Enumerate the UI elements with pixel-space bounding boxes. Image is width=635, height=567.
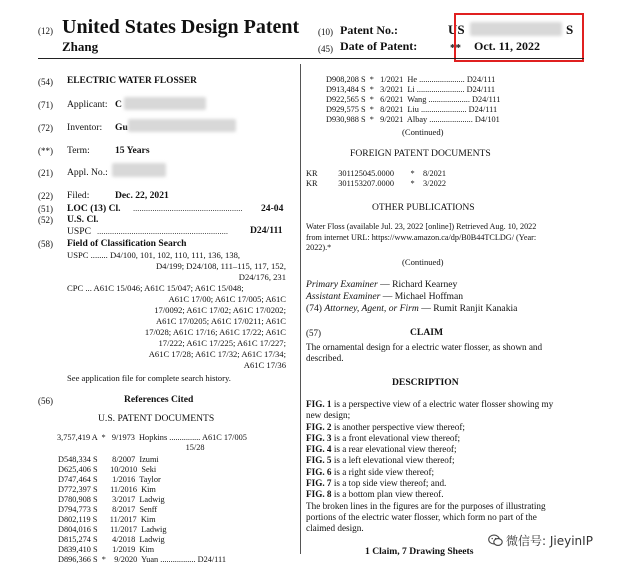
field-search-note: See application file for complete search history. [67,373,231,383]
fig-text: is a rear elevational view thereof; [331,444,457,455]
description-title: DESCRIPTION [392,377,459,388]
field-search-title: Field of Classification Search [67,238,187,249]
us-doc-row: 3,757,419 A * 9/1973 Hopkins ............... A61C 17/005 [57,433,247,442]
fig-line [306,455,556,466]
foreign-doc-row: KR 301153207.0000 * 3/2022 [306,179,447,188]
code-71: (71) [38,100,53,110]
term-label: Term: [67,145,90,156]
primary-examiner-value: — Richard Kearney [380,279,458,290]
patent-number-suffix: S [566,22,574,37]
patent-type-title: United States Design Patent [62,16,300,38]
field-line: A61C 17/00; A61C 17/005; A61C [168,294,286,304]
header-code-45: (45) [318,44,333,54]
date-of-patent-label: Date of Patent: [340,39,418,53]
fig-label: FIG. 1 [306,399,332,409]
code-74: (74) [306,303,322,314]
attorney-label: Attorney, Agent, or Firm [324,303,419,314]
header-code-10: (10) [318,27,333,37]
field-line: 17/028; A61C 17/16; A61C 17/22; A61C [144,327,286,337]
fig-text: is a front elevational view thereof; [331,432,461,443]
filed-value: Dec. 22, 2021 [115,190,169,201]
us-cl-label: U.S. Cl. [67,214,99,225]
fig-label: FIG. 5 [306,455,332,466]
fig-text: is another perspective view thereof; [331,421,465,432]
us-doc-row: D815,274 S 4/2018 Ladwig [58,535,165,544]
field-line: 17/0092; A61C 17/02; A61C 17/0202; [154,305,286,315]
us-doc-row: D780,908 S 3/2017 Ladwig [58,495,165,504]
us-doc-row: D802,119 S 11/2017 Kim [58,515,156,524]
appl-no-label: Appl. No.: [67,167,108,178]
code-term: (**) [38,146,53,156]
assistant-examiner-value: — Michael Hoffman [382,291,464,302]
code-56: (56) [38,396,53,406]
date-star: ** [450,42,461,54]
foreign-docs-title: FOREIGN PATENT DOCUMENTS [350,148,491,159]
watermark-text: 微信号: JieyinIP [506,534,593,548]
attorney [306,303,517,314]
fig-line [306,444,556,455]
us-doc-row: D804,016 S 11/2017 Ladwig [58,525,167,534]
fig-text: is a left elevational view thereof; [331,455,455,466]
uspc-value: D24/111 [250,225,283,236]
uspc-leader: ............................................................. [97,226,229,236]
fig-label: FIG. 8 [306,489,332,500]
us-patent-docs-title: U.S. PATENT DOCUMENTS [98,413,215,424]
claims-drawings-footer: 1 Claim, 7 Drawing Sheets [365,546,474,557]
fig-label: FIG. 7 [306,478,332,489]
inventor-value: Gu [115,122,128,133]
field-line: D24/176, 231 [238,272,286,282]
fig-line [306,478,556,489]
fig-line [306,399,556,422]
other-continued: (Continued) [402,257,444,267]
description-body [306,399,556,535]
term-value: 15 Years [115,145,150,156]
fig-label: FIG. 6 [306,466,332,477]
fig-text: is a perspective view of a electric water flosser showing my new design; [306,399,554,421]
other-pubs-title: OTHER PUBLICATIONS [372,202,475,213]
primary-examiner [306,279,457,290]
fig-line [306,433,556,444]
us-doc-row: D839,410 S 1/2019 Kim [58,545,155,554]
references-cited-title: References Cited [124,394,194,405]
code-72: (72) [38,123,53,133]
applicant-value: C [115,99,122,110]
ref-row: D908,208 S * 1/2021 He ...................... D24/111 [326,75,496,84]
ref-row: D922,565 S * 6/2021 Wang .................... D24/111 [326,95,501,104]
us-doc-row: D896,366 S * 9/2020 Yuan ................. D24/111 [58,555,227,564]
claim-text: The ornamental design for a electric water flosser, as shown and described. [306,342,543,364]
field-line: A61C 17/28; A61C 17/32; A61C 17/34; [148,349,286,359]
ref-row: D929,575 S * 8/2021 Liu ...................... D24/111 [326,105,498,114]
code-22: (22) [38,191,53,201]
loc-leader: ................................................... [133,203,243,213]
wechat-watermark [488,532,593,550]
ref-row: D913,484 S * 3/2021 Li ....................... D24/111 [326,85,496,94]
code-21: (21) [38,168,53,178]
column-divider [300,64,301,554]
uspc-label: USPC [67,226,91,237]
us-doc-row: D625,406 S 10/2010 Seki [58,465,157,474]
attorney-value: — Rumit Ranjit Kanakia [421,303,518,314]
assistant-examiner-label: Assistant Examiner [306,291,381,302]
claim-title: CLAIM [410,327,444,338]
header-rule [38,58,584,59]
broken-lines-text: The broken lines in the figures are for the purposes of illustrating portions of the electric water flosser, which form no part of the claimed design. [306,500,546,534]
loc-label: LOC (13) Cl. [67,203,121,214]
field-line: CPC ... A61C 15/046; A61C 15/047; A61C 15/048; [67,283,244,293]
us-doc-row: D772,397 S 11/2016 Kim [58,485,156,494]
patent-number-prefix: US [448,22,465,37]
code-54: (54) [38,77,53,87]
fig-label: FIG. 4 [306,444,332,455]
fig-text: is a top side view thereof; and. [331,478,447,489]
field-line: A61C 17/0205; A61C 17/0211; A61C [155,316,286,326]
ref-row: D930,988 S * 9/2021 Albay ..................... D4/101 [326,115,500,124]
appl-no-redaction [112,163,166,177]
other-pubs-text: Water Floss (available Jul. 23, 2022 [online]) Retrieved Aug. 10, 2022 from internet URL: https://www.amazon.ca/dp/B0B44TCLDG/ (Year: 2022).* [306,222,537,253]
fig-line [306,422,556,433]
fig-line [306,489,556,500]
refs-continued: (Continued) [402,127,444,137]
field-line: USPC ........ D4/100, 101, 102, 110, 111, 136, 138, [67,250,241,260]
fig-label: FIG. 2 [306,421,332,432]
header-code-12: (12) [38,26,53,36]
inventor-redaction [128,119,236,132]
loc-value: 24-04 [261,203,284,214]
us-doc-row: D747,464 S 1/2016 Taylor [58,475,161,484]
field-line: 17/222; A61C 17/225; A61C 17/227; [158,338,286,348]
fig-line [306,467,556,478]
applicant-redaction [124,97,206,110]
us-doc-row: D548,334 S 8/2007 Izumi [58,455,159,464]
primary-examiner-label: Primary Examiner [306,279,378,290]
inventor-surname: Zhang [62,39,99,54]
fig-text: is a right side view thereof; [331,466,435,477]
highlight-box [454,13,584,62]
foreign-doc-row: KR 301125045.0000 * 8/2021 [306,169,447,178]
applicant-label: Applicant: [67,99,108,110]
fig-text: is a bottom plan view thereof. [331,489,444,500]
us-doc-row: D794,773 S 8/2017 Senff [58,505,158,514]
wechat-icon [488,534,503,550]
date-of-patent-value: Oct. 11, 2022 [474,39,540,53]
fig-label: FIG. 3 [306,432,332,443]
filed-label: Filed: [67,190,90,201]
inventor-label: Inventor: [67,122,103,133]
field-line: A61C 17/36 [243,360,286,370]
code-52: (52) [38,215,53,225]
us-doc-row: 15/28 [57,443,205,452]
design-title: ELECTRIC WATER FLOSSER [67,76,197,86]
code-58: (58) [38,239,53,249]
assistant-examiner [306,291,463,302]
code-57: (57) [306,328,321,338]
code-51: (51) [38,204,53,214]
patent-number-label: Patent No.: [340,23,398,37]
field-line: D4/199; D24/108, 111–115, 117, 152, [155,261,286,271]
